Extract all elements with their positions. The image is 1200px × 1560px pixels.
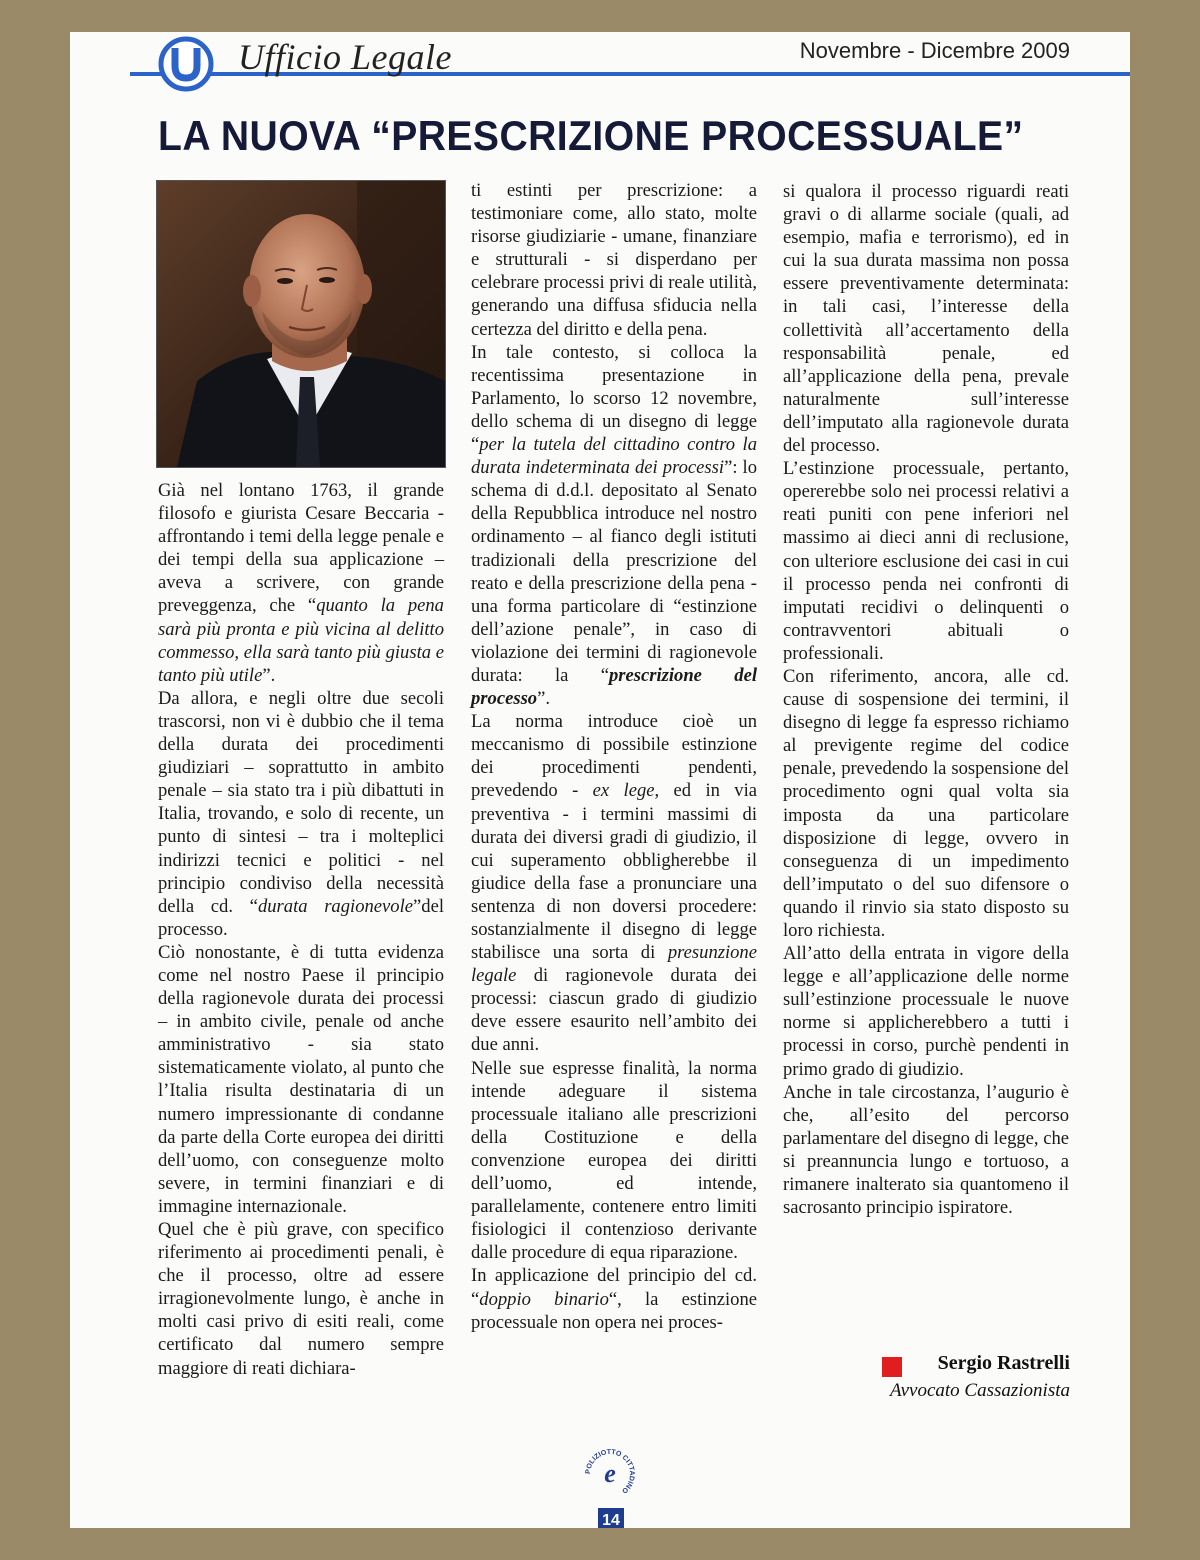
magazine-page	[70, 32, 1130, 1528]
paragraph: Con riferimento, ancora, alle cd. cause di sospensione dei termini, il disegno di legge fa espresso richiamo al previgente regime del codice penale, prevedendo la sospensione del procedimento ogni qual volta sia imposta da una particolare disposizione di legge, ovvero in conseguenza di un impedimento dell’imputato o del suo difensore o quando il rinvio sia stato disposto su loro richiesta.	[783, 665, 1069, 941]
article-headline: LA NUOVA “PRESCRIZIONE PROCESSUALE”	[158, 112, 1024, 159]
svg-text:e: e	[604, 1459, 616, 1488]
paragraph: L’estinzione processuale, pertanto, opererebbe solo nei processi relativi a reati puniti con pene inferiori nel massimo ai dieci anni di reclusione, con ulteriore esclusione dei casi in cui il processo penda nei confronti di imputati recidivi o delinquenti o contravventori abituali o professionali.	[783, 458, 1069, 664]
author-marker-square	[882, 1357, 902, 1377]
paragraph: Ciò nonostante, è di tutta evidenza come nel nostro Paese il principio della ragionevole durata dei processi – in ambito civile, penale od anche amministrativo - sia stato sistematicamente violato, al punto che l’Italia risulta destinataria di un numero impressionante di condanne da parte della Corte europea dei diritti dell’uomo, con conseguenze molto severe, in termini finanziari e di immagine internazionale.	[158, 941, 444, 1217]
author-name: Sergio Rastrelli	[937, 1352, 1070, 1374]
paragraph: Già nel lontano 1763, il grande filosofo e giurista Cesare Beccaria - affrontando i temi della legge penale e dei tempi della sua applicazione – aveva a scrivere, con grande preveggenza, che “quanto la pena sarà più pronta e più vicina al delitto commesso, ella sarà tanto più giusta e tanto più utile”.	[158, 480, 444, 686]
paragraph: Da allora, e negli oltre due secoli trascorsi, non vi è dubbio che il tema della durata dei procedimenti giudiziari – soprattutto in ambito penale – sia stato tra i più dibattuti in Italia, trovando, e solo di recente, un punto di sintesi – tra i molteplici indirizzi tecnici e politici - nel principio condiviso della necessità della cd. “durata ragionevole”del processo.	[158, 687, 444, 940]
svg-text:POLIZIOTTO CITTADINO: POLIZIOTTO CITTADINO	[584, 1448, 636, 1495]
paragraph: si qualora il processo riguardi reati gravi o di allarme sociale (quali, ad esempio, mafia e terrorismo), ed in cui la sua durata massima non possa essere preventivamente determinata: in tali casi, l’interesse della collettività all’accertamento della responsabilità penale, ed all’applicazione della pena, prevale naturalmente sull’interesse dell’imputato alla ragionevole durata del processo.	[783, 181, 1069, 457]
paragraph: Nelle sue espresse finalità, la norma intende adeguare il sistema processuale italiano alle prescrizioni della Costituzione e della convenzione europea dei diritti dell’uomo, ed intende, parallelamente, contenere entro limiti fisiologici il contenzioso derivante dalle procedure di equa riparazione.	[471, 1057, 757, 1264]
magazine-footer-logo	[580, 1444, 640, 1504]
page-number: 14	[598, 1508, 624, 1528]
paragraph: In applicazione del principio del cd. “doppio binario“, la estinzione processuale non opera nei proces-	[471, 1265, 758, 1333]
article-column-1	[158, 479, 444, 1380]
paragraph: All’atto della entrata in vigore della legge e all’applicazione delle norme sull’estinzione processuale le nuove norme si applicherebbero a tutti i processi in corso, purchè pendenti in primo grado di giudizio.	[783, 943, 1069, 1080]
paragraph: Quel che è più grave, con specifico riferimento ai procedimenti penali, è che il processo, oltre ad essere irragionevolmente lungo, è anche in molti casi privo di esiti reali, come certificato dal numero sempre maggiore di reati dichiara-	[158, 1219, 444, 1379]
section-title: Ufficio Legale	[238, 37, 452, 77]
author-role: Avvocato Cassazionista	[890, 1380, 1070, 1401]
union-logo-icon	[158, 36, 214, 92]
paragraph: In tale contesto, si colloca la recentissima presentazione in Parlamento, lo scorso 12 novembre, dello schema di un disegno di legge “per la tutela del cittadino contro la durata indeterminata dei processi”: lo schema di d.d.l. depositato al Senato della Repubblica introduce nel nostro ordinamento – al fianco degli istituti tradizionali della prescrizione del reato e della prescrizione della pena - una forma particolare di “estinzione dell’azione penale”, in caso di violazione dei termini di ragionevole durata: la “prescrizione del processo”.	[471, 341, 757, 710]
article-column-3	[783, 180, 1069, 1219]
paragraph: Anche in tale circostanza, l’augurio è che, all’esito del percorso parlamentare del disegno di legge, che si preannuncia lungo e tortuoso, a rimanere inalterato sia quantomeno il sacrosanto principio ispiratore.	[783, 1081, 1070, 1219]
author-photo	[156, 180, 446, 468]
paragraph: La norma introduce cioè un meccanismo di possibile estinzione dei procedimenti pendenti, prevedendo - ex lege, ed in via preventiva - i termini massimi di durata dei diversi gradi di giudizio, il cui superamento obbligherebbe il giudice della fase a pronunciare una sentenza di non doversi procedere: sostanzialmente il disegno di legge stabilisce una sorta di presunzione legale di ragionevole durata dei processi: ciascun grado di giudizio deve essere esaurito nell’ambito dei due anni.	[471, 711, 757, 1056]
issue-date: Novembre - Dicembre 2009	[799, 38, 1070, 63]
paragraph: ti estinti per prescrizione: a testimoniare come, allo stato, molte risorse giudiziarie - umane, finanziare e strutturali - si disperdano per celebrare processi privi di reale utilità, generando una diffusa sfiducia nella certezza del diritto e della pena.	[471, 180, 758, 340]
article-column-2	[471, 179, 757, 1334]
